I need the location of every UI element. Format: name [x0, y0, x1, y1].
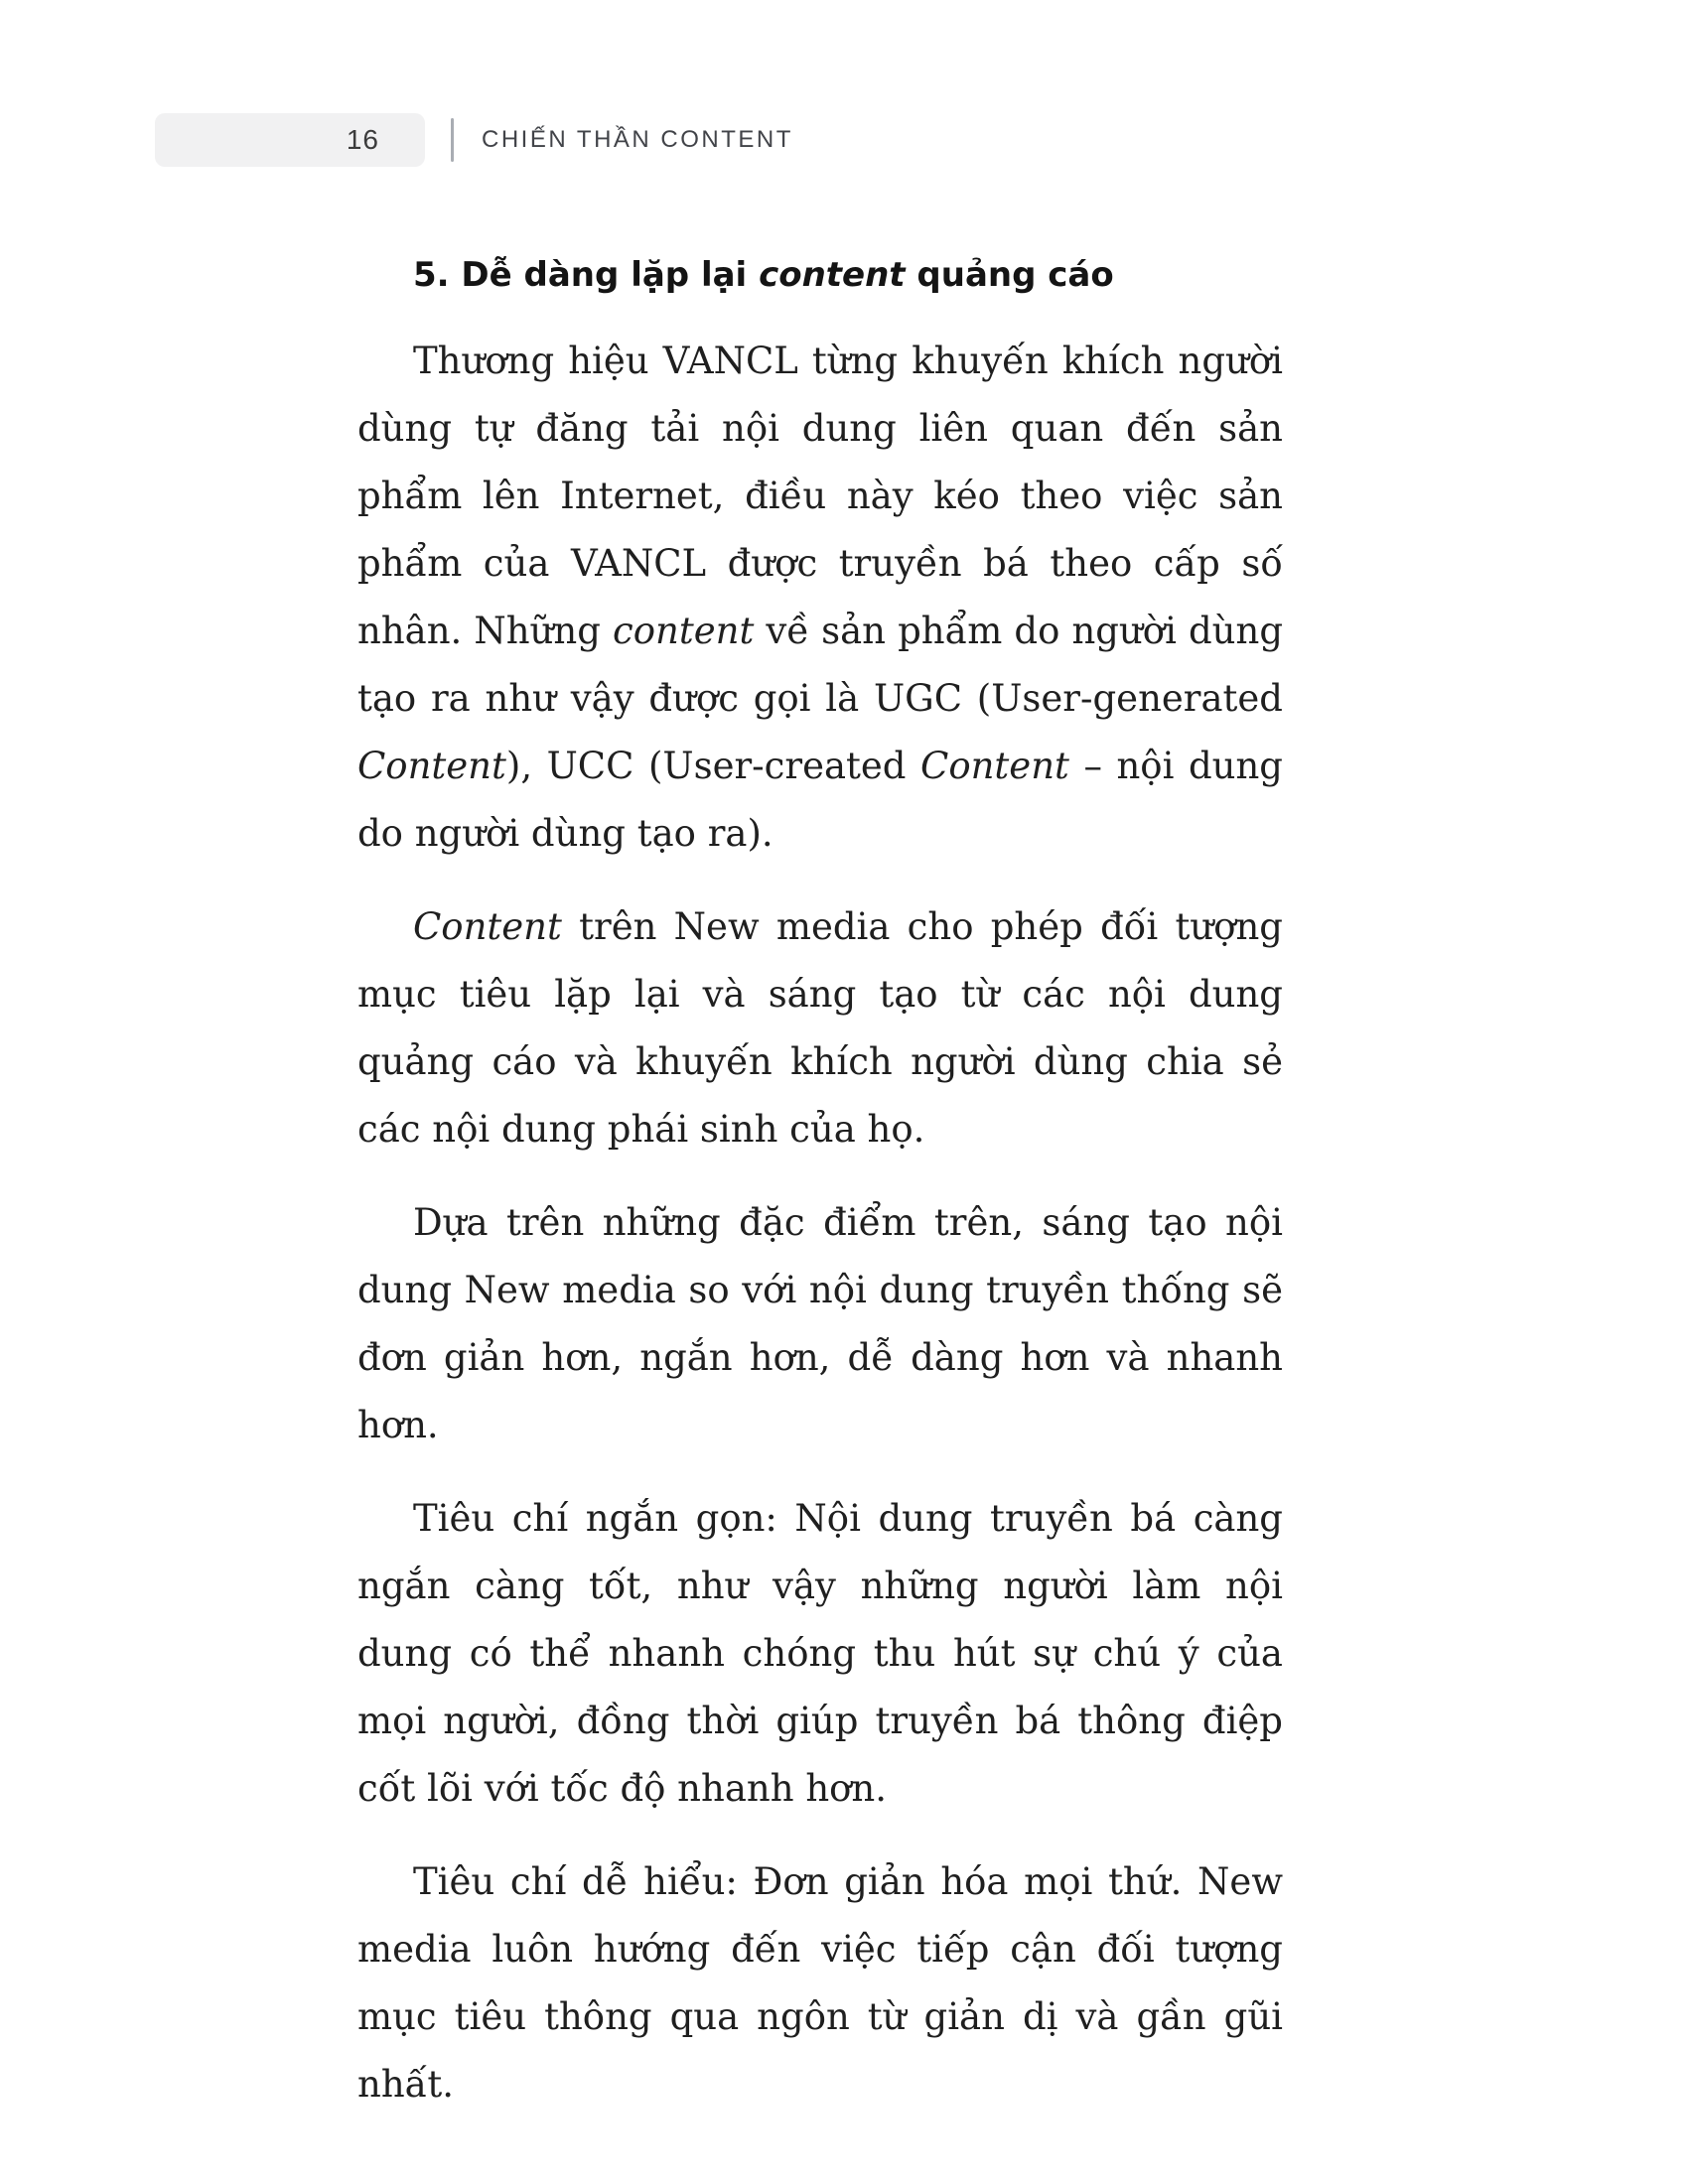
paragraph-new-media-simpler: [357, 1189, 1283, 1459]
text-run: ), UCC (User-created: [505, 745, 921, 787]
paragraph-criterion-easy: [357, 1848, 1283, 2118]
text-run: 5. Dễ dàng lặp lại: [413, 255, 760, 295]
text-run: Content: [413, 905, 562, 948]
text-run: Thương hiệu VANCL từng khuyến khích người dùng tự đăng tải nội dung liên quan đến sản phẩm lên Internet, điều này kéo theo việc sản phẩm của VANCL được truyền bá theo cấp số nhân. Những: [357, 340, 1283, 652]
header-divider: [451, 118, 454, 162]
section-heading: [357, 250, 1283, 300]
text-run: Dựa trên những đặc điểm trên, sáng tạo nội dung New media so với nội dung truyền thống sẽ đơn giản hơn, ngắn hơn, dễ dàng hơn và nhanh hơn.: [357, 1201, 1283, 1446]
paragraph-vancl-ugc: [357, 328, 1283, 868]
text-run: Content: [357, 745, 506, 787]
text-run: về sản phẩm do người dùng tạo ra như vậy được gọi là UGC (User-generated: [357, 610, 1284, 720]
page-header: [0, 113, 793, 167]
text-run: content: [613, 610, 755, 652]
text-run: content: [759, 255, 906, 295]
text-run: Content: [920, 745, 1069, 787]
text-run: Tiêu chí ngắn gọn: Nội dung truyền bá càng ngắn càng tốt, như vậy những người làm nội dung có thể nhanh chóng thu hút sự chú ý của mọi người, đồng thời giúp truyền bá thông điệp cốt lõi với tốc độ nhanh hơn.: [357, 1497, 1283, 1810]
paragraph-new-media-repeat: [357, 893, 1283, 1163]
text-run: trên New media cho phép đối tượng mục tiêu lặp lại và sáng tạo từ các nội dung quảng cáo và khuyến khích người dùng chia sẻ các nội dung phái sinh của họ.: [357, 905, 1283, 1151]
page-content: [357, 250, 1283, 2144]
text-run: – nội dung do người dùng tạo ra).: [357, 745, 1283, 855]
page-number-badge: [155, 113, 425, 167]
paragraph-criterion-short: [357, 1485, 1283, 1823]
book-title: CHIẾN THẦN CONTENT: [482, 126, 793, 153]
text-run: Tiêu chí dễ hiểu: Đơn giản hóa mọi thứ. New media luôn hướng đến việc tiếp cận đối tượng mục tiêu thông qua ngôn từ giản dị và gần gũi nhất.: [357, 1860, 1283, 2106]
text-run: quảng cáo: [905, 255, 1114, 295]
page-number: 16: [346, 124, 379, 155]
